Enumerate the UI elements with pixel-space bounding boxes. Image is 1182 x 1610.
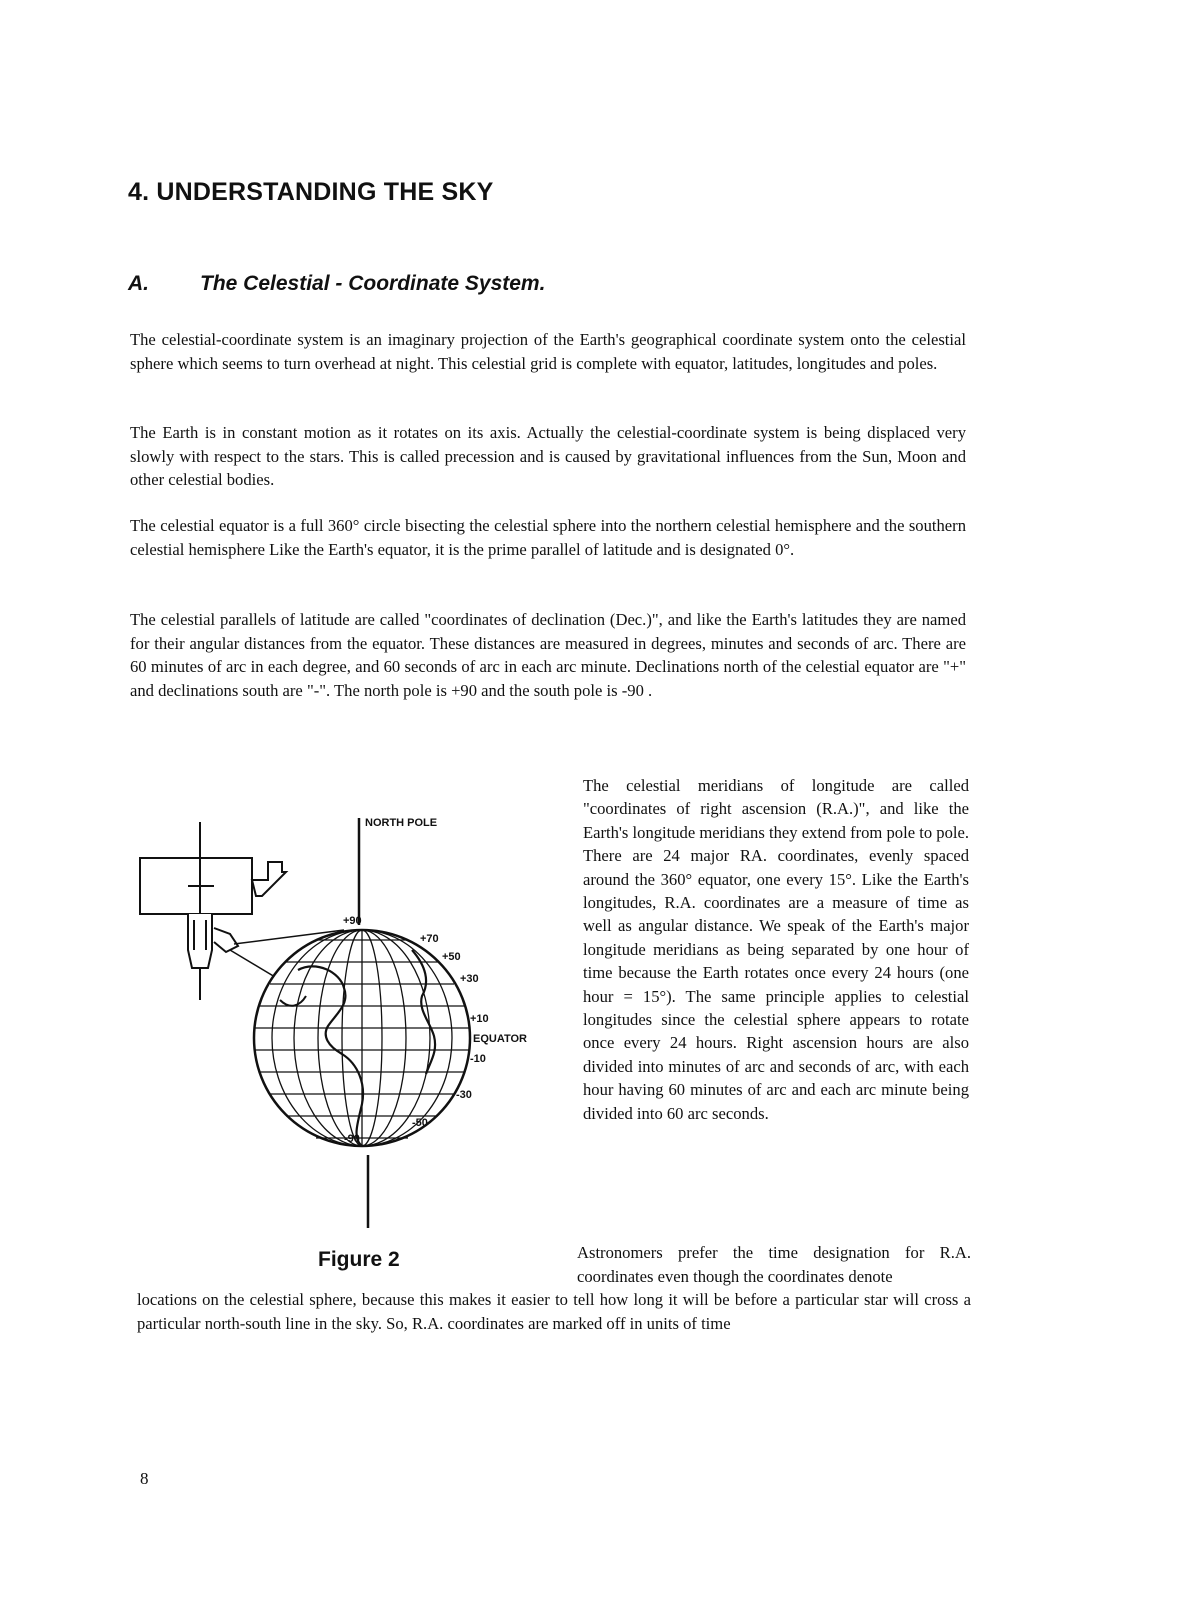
- label-equator: EQUATOR: [473, 1033, 527, 1045]
- page-number: 8: [140, 1469, 149, 1488]
- paragraph-time-designation-start: Astronomers prefer the time designation for R.A. coordinates even though the coordinates denote: [577, 1243, 971, 1286]
- label-minus-10: -10: [470, 1053, 486, 1065]
- paragraph-time-designation-rest: locations on the celestial sphere, because this makes it easier to tell how long it will be before a particular star will cross a particular north-south line in the sky. So, R.A. coordinates are marked off in units of time: [137, 1290, 971, 1333]
- paragraph-time-designation: [137, 1241, 971, 1335]
- label-minus-90: -90: [344, 1133, 360, 1145]
- section-heading: [128, 272, 545, 296]
- paragraph-right-ascension: The celestial meridians of longitude are called "coordinates of right ascension (R.A.)", and like the Earth's longitude meridians they extend from pole to pole. There are 24 major RA. coordinates, evenly spaced around the 360° equator, one every 15°. Like the Earth's longitudes, R.A. coordinates are a measure of time as well as angular distance. We speak of the Earth's major longitude meridians as being separated by one hour of time because the Earth rotates once every 24 hours (one hour = 15°). The same principle applies to celestial longitudes since the celestial sphere appears to rotate once every 24 hours. Right ascension hours are also divided into minutes of arc and seconds of arc, with each hour having 60 minutes of arc and each arc minute being divided into 60 arc seconds.: [583, 776, 969, 1123]
- paragraph-precession: The Earth is in constant motion as it rotates on its axis. Actually the celestial-coordinate system is being displaced very slowly with respect to the stars. This is called precession and is caused by gravitational influences from the Sun, Moon and other celestial bodies.: [130, 423, 966, 490]
- section-letter: A.: [128, 272, 149, 295]
- chapter-title: 4. UNDERSTANDING THE SKY: [128, 178, 494, 206]
- label-minus-50: -50: [412, 1117, 428, 1129]
- section-title: The Celestial - Coordinate System.: [200, 272, 546, 295]
- telescope-icon: [140, 822, 286, 1000]
- label-plus-90: +90: [343, 915, 362, 927]
- label-plus-50: +50: [442, 951, 461, 963]
- celestial-sphere: [254, 930, 470, 1146]
- label-plus-70: +70: [420, 933, 439, 945]
- figure-caption: Figure 2: [318, 1248, 400, 1271]
- label-north-pole: NORTH POLE: [365, 817, 438, 829]
- paragraph-declination: The celestial parallels of latitude are called "coordinates of declination (Dec.)", and like the Earth's latitudes they are named for their angular distances from the equator. These distances are measured in degrees, minutes and seconds of arc. There are 60 minutes of arc in each degree, and 60 seconds of arc in each arc minute. Declinations north of the celestial equator are "+" and declinations south are "-". The north pole is +90 and the south pole is -90 .: [130, 610, 966, 700]
- paragraph-equator: The celestial equator is a full 360° circle bisecting the celestial sphere into the northern celestial hemisphere and the southern celestial hemisphere Like the Earth's equator, it is the prime parallel of latitude and is designated 0°.: [130, 516, 966, 559]
- figure-telescope-celestial-sphere: [130, 800, 570, 1240]
- label-minus-30: -30: [456, 1089, 472, 1101]
- label-plus-10: +10: [470, 1013, 489, 1025]
- paragraph-intro: The celestial-coordinate system is an imaginary projection of the Earth's geographical coordinate system onto the celestial sphere which seems to turn overhead at night. This celestial grid is complete with equator, latitudes, longitudes and poles.: [130, 330, 966, 373]
- label-plus-30: +30: [460, 973, 479, 985]
- wrap-spacer: [137, 1241, 577, 1288]
